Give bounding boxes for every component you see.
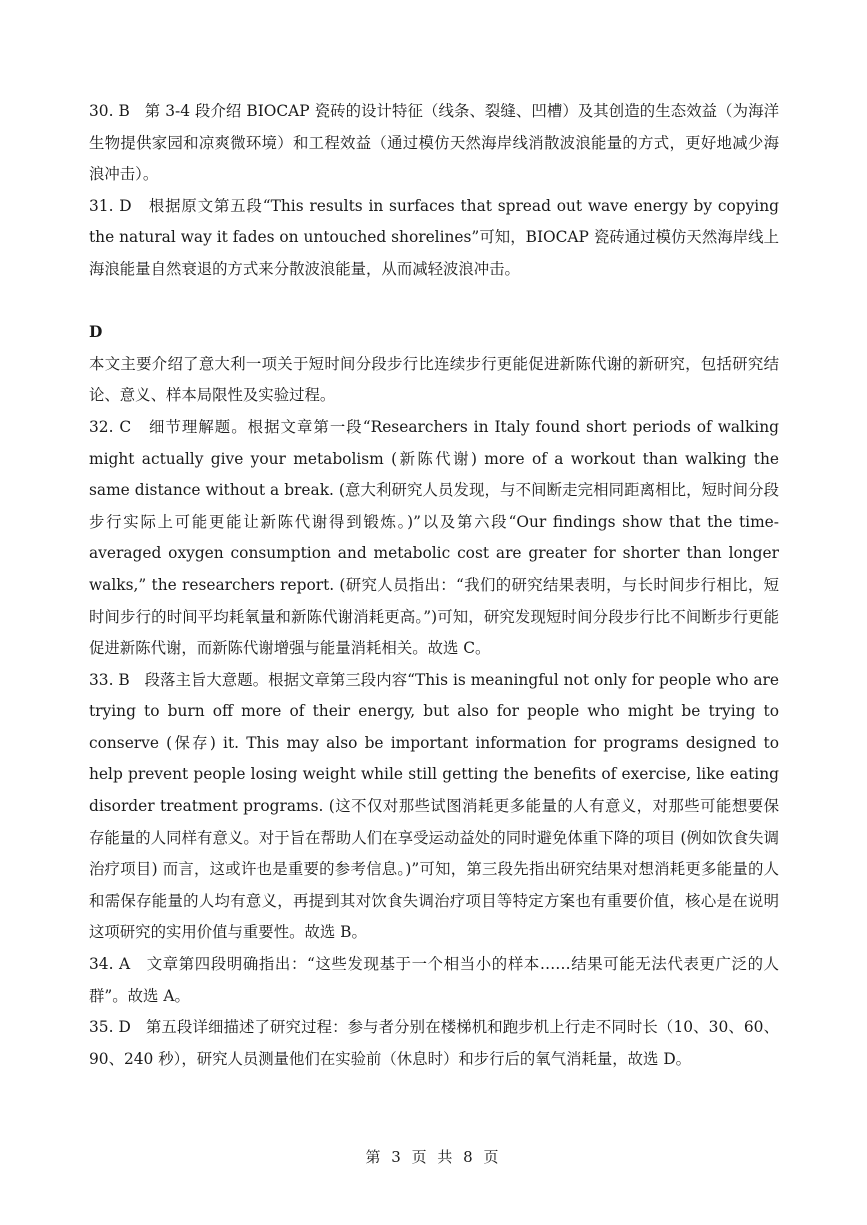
answer-explanation: 段落主旨大意题。根据文章第三段内容“This is meaningful not only for people who are trying to burn off more of their energy, but also for people who might be trying to conserve (保存) it. This may also be important information for programs designed to help prevent people losing weight while still getting the benefits of exercise, like eating disorder treatment programs. (这不仅对那些试图消耗更多能量的人有意义，对那些可能想要保存能量的人同样有意义。对于旨在帮助人们在享受运动益处的同时避免体重下降的项目 (例如饮食失调治疗项目) 而言，这或许也是重要的参考信息。)”可知，第三段先指出研究结果对想消耗更多能量的人和需保存能量的人均有意义，再提到其对饮食失调治疗项目等特定方案也有重要价值，核心是在说明这项研究的实用价值与重要性。故选 B。 [89,670,779,942]
answer-number: 33. B [89,670,130,689]
answer-explanation: 文章第四段明确指出：“这些发现基于一个相当小的样本……结果可能无法代表更广泛的人群”。故选 A。 [89,955,779,1005]
answer-item-33 [89,665,779,949]
answer-number: 32. C [89,417,132,436]
answer-number: 34. A [89,955,131,974]
answer-item-32 [89,412,779,665]
section-gap [89,286,779,318]
answer-item-30 [89,96,779,191]
answer-number: 31. D [89,196,132,215]
answer-explanation: 第 3-4 段介绍 BIOCAP 瓷砖的设计特征（线条、裂缝、凹槽）及其创造的生态效益（为海洋生物提供家园和凉爽微环境）和工程效益（通过模仿天然海岸线消散波浪能量的方式，更好地减少海浪冲击）。 [89,102,779,184]
answer-explanation: 细节理解题。根据文章第一段“Researchers in Italy found short periods of walking might actually give your metabolism (新陈代谢) more of a workout than walking the same distance without a break. (意大利研究人员发现，与不间断走完相同距离相比，短时间分段步行实际上可能更能让新陈代谢得到锻炼。)”以及第六段“Our findings show that the time-averaged oxygen consumption and metabolic cost are greater for shorter than longer walks,” the researchers report. (研究人员指出：“我们的研究结果表明，与长时间步行相比，短时间步行的时间平均耗氧量和新陈代谢消耗更高。”)可知，研究发现短时间分段步行比不间断步行更能促进新陈代谢，而新陈代谢增强与能量消耗相关。故选 C。 [89,417,779,658]
section-summary: 本文主要介绍了意大利一项关于短时间分段步行比连续步行更能促进新陈代谢的新研究，包括研究结论、意义、样本局限性及实验过程。 [89,354,779,405]
answer-number: 30. B [89,102,130,120]
answer-explanation: 第五段详细描述了研究过程：参与者分别在楼梯机和跑步机上行走不同时长（10、30、60、90、240 秒），研究人员测量他们在实验前（休息时）和步行后的氧气消耗量，故选 D。 [89,1018,779,1068]
answer-item-35 [89,1012,779,1075]
answer-item-34 [89,949,779,1012]
answer-number: 35. D [89,1018,131,1037]
answer-explanation: 根据原文第五段“This results in surfaces that spread out wave energy by copying the natural way it fades on untouched shorelines”可知，BIOCAP 瓷砖通过模仿天然海岸线上海浪能量自然衰退的方式来分散波浪能量，从而减轻波浪冲击。 [89,196,779,278]
answer-item-31 [89,191,779,286]
section-heading-d: D [89,323,103,342]
page-content [89,96,779,1075]
page-number-footer: 第 3 页 共 8 页 [365,1148,502,1166]
